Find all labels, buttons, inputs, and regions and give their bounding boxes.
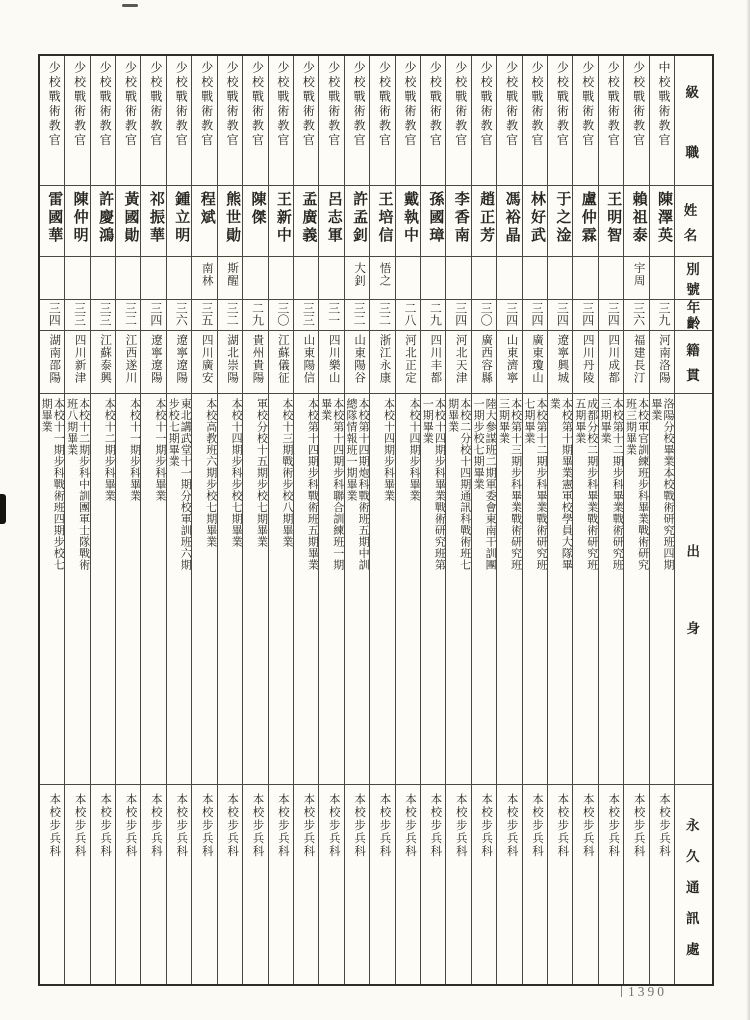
name-cell: 許慶鴻 bbox=[91, 186, 115, 257]
alias-cell bbox=[599, 257, 623, 300]
person-column bbox=[140, 56, 165, 984]
address-cell: 本校步兵科 bbox=[454, 793, 467, 858]
age-cell: 三二 bbox=[370, 300, 394, 331]
scan-speck bbox=[122, 4, 138, 7]
native-place-cell: 遼寧遼陽 bbox=[141, 331, 165, 394]
person-column bbox=[344, 56, 369, 984]
rank-cell: 少校戰術教官 bbox=[319, 56, 343, 186]
origin-cell bbox=[421, 394, 445, 785]
origin-cell bbox=[141, 394, 165, 785]
rank-cell: 少校戰術教官 bbox=[446, 56, 470, 186]
person-column bbox=[471, 56, 496, 984]
address-cell: 本校步兵科 bbox=[480, 793, 493, 858]
origin-text: 本校十一期步科戰術班四期步校七期畢業 bbox=[40, 398, 65, 571]
person-column bbox=[217, 56, 242, 984]
origin-cell bbox=[548, 394, 572, 785]
person-column bbox=[623, 56, 648, 984]
header-origin: 出 身 bbox=[675, 394, 712, 785]
origin-text: 洛陽分校畢業本校戰術研究班四期畢業 bbox=[649, 398, 674, 571]
alias-cell: 悟之 bbox=[370, 257, 394, 300]
origin-cell bbox=[269, 394, 293, 785]
name-cell: 盧仲霖 bbox=[573, 186, 597, 257]
rank-cell: 少校戰術教官 bbox=[40, 56, 64, 186]
name-cell: 戴執中 bbox=[396, 186, 420, 257]
native-place-cell: 遼寧遼陽 bbox=[167, 331, 191, 394]
person-column bbox=[395, 56, 420, 984]
origin-cell bbox=[446, 394, 470, 785]
address-cell: 本校步兵科 bbox=[632, 793, 645, 858]
origin-cell bbox=[370, 394, 394, 785]
origin-cell bbox=[167, 394, 191, 785]
address-cell: 本校步兵科 bbox=[200, 793, 213, 858]
name-cell: 于之淦 bbox=[548, 186, 572, 257]
person-column bbox=[572, 56, 597, 984]
rank-cell: 少校戰術教官 bbox=[573, 56, 597, 186]
rank-cell: 少校戰術教官 bbox=[497, 56, 521, 186]
age-cell: 二九 bbox=[421, 300, 445, 331]
origin-cell bbox=[294, 394, 318, 785]
native-place-cell: 湖北崇陽 bbox=[218, 331, 242, 394]
origin-cell bbox=[599, 394, 623, 785]
person-column bbox=[369, 56, 394, 984]
address-cell: 本校步兵科 bbox=[607, 793, 620, 858]
address-cell: 本校步兵科 bbox=[73, 793, 86, 858]
person-column bbox=[420, 56, 445, 984]
name-cell: 陳澤英 bbox=[650, 186, 674, 257]
address-cell: 本校步兵科 bbox=[429, 793, 442, 858]
age-cell: 三三 bbox=[65, 300, 89, 331]
origin-text: 本校十二期步科畢業 bbox=[103, 398, 116, 502]
alias-cell bbox=[319, 257, 343, 300]
origin-text: 本校軍官訓練班步科畢業戰術研究班三期畢業 bbox=[624, 398, 649, 571]
alias-cell: 斯醒 bbox=[218, 257, 242, 300]
person-column bbox=[598, 56, 623, 984]
name-cell: 林好武 bbox=[523, 186, 547, 257]
age-cell: 三三 bbox=[91, 300, 115, 331]
native-place-cell: 四川廣安 bbox=[192, 331, 216, 394]
origin-cell bbox=[65, 394, 89, 785]
address-cell: 本校步兵科 bbox=[124, 793, 137, 858]
header-address: 永 久 通 訊 處 bbox=[686, 818, 701, 957]
header-alias: 別 號 bbox=[675, 257, 712, 300]
rank-cell: 少校戰術教官 bbox=[294, 56, 318, 186]
age-cell: 三四 bbox=[497, 300, 521, 331]
native-place-cell: 貴州貴陽 bbox=[243, 331, 267, 394]
person-column bbox=[547, 56, 572, 984]
age-cell: 三二 bbox=[116, 300, 140, 331]
header-name: 姓 名 bbox=[675, 186, 712, 257]
alias-cell bbox=[396, 257, 420, 300]
name-cell: 鍾立明 bbox=[167, 186, 191, 257]
age-cell: 三四 bbox=[599, 300, 623, 331]
rank-cell: 少校戰術教官 bbox=[548, 56, 572, 186]
name-cell: 陳仲明 bbox=[65, 186, 89, 257]
native-place-cell: 廣東瓊山 bbox=[523, 331, 547, 394]
person-column bbox=[293, 56, 318, 984]
rank-cell: 少校戰術教官 bbox=[167, 56, 191, 186]
alias-cell bbox=[91, 257, 115, 300]
name-cell: 程斌 bbox=[192, 186, 216, 257]
age-cell: 三六 bbox=[624, 300, 648, 331]
alias-cell bbox=[446, 257, 470, 300]
native-place-cell: 山東陽谷 bbox=[345, 331, 369, 394]
address-cell: 本校步兵科 bbox=[251, 793, 264, 858]
alias-cell bbox=[548, 257, 572, 300]
address-cell: 本校步兵科 bbox=[99, 793, 112, 858]
person-column bbox=[445, 56, 470, 984]
person-column bbox=[496, 56, 521, 984]
alias-cell bbox=[269, 257, 293, 300]
age-cell: 三二 bbox=[218, 300, 242, 331]
age-cell: 三二 bbox=[345, 300, 369, 331]
name-cell: 趙正芳 bbox=[472, 186, 496, 257]
origin-cell bbox=[243, 394, 267, 785]
age-cell: 三六 bbox=[167, 300, 191, 331]
rank-cell: 少校戰術教官 bbox=[370, 56, 394, 186]
native-place-cell: 江蘇儀征 bbox=[269, 331, 293, 394]
address-cell: 本校步兵科 bbox=[378, 793, 391, 858]
alias-cell bbox=[573, 257, 597, 300]
native-place-cell: 福建長汀 bbox=[624, 331, 648, 394]
origin-text: 本校十四期步科步校七期畢業 bbox=[230, 398, 243, 548]
origin-cell bbox=[523, 394, 547, 785]
rank-cell: 少校戰術教官 bbox=[421, 56, 445, 186]
native-place-cell: 四川新津 bbox=[65, 331, 89, 394]
alias-cell bbox=[421, 257, 445, 300]
native-place-cell: 河北正定 bbox=[396, 331, 420, 394]
native-place-cell: 山東濟寧 bbox=[497, 331, 521, 394]
name-cell: 王培信 bbox=[370, 186, 394, 257]
person-column bbox=[90, 56, 115, 984]
name-cell: 王明智 bbox=[599, 186, 623, 257]
alias-cell bbox=[116, 257, 140, 300]
age-cell: 三三 bbox=[294, 300, 318, 331]
address-cell: 本校步兵科 bbox=[556, 793, 569, 858]
person-column bbox=[191, 56, 216, 984]
rank-cell: 少校戰術教官 bbox=[523, 56, 547, 186]
age-cell: 三四 bbox=[40, 300, 64, 331]
origin-text: 本校第十四期步科聯合訓練班一期畢業 bbox=[319, 398, 344, 571]
alias-cell bbox=[650, 257, 674, 300]
person-column bbox=[115, 56, 140, 984]
page-number-tick bbox=[621, 986, 622, 997]
origin-text: 本校第十四期步科戰術班五期畢業 bbox=[306, 398, 319, 571]
roster-table bbox=[38, 54, 714, 986]
person-column bbox=[522, 56, 547, 984]
origin-text: 本校高教班六期步校七期畢業 bbox=[204, 398, 217, 548]
alias-cell bbox=[294, 257, 318, 300]
address-cell: 本校步兵科 bbox=[276, 793, 289, 858]
name-cell: 陳傑 bbox=[243, 186, 267, 257]
address-cell: 本校步兵科 bbox=[403, 793, 416, 858]
name-cell: 王新中 bbox=[269, 186, 293, 257]
address-cell: 本校步兵科 bbox=[48, 793, 61, 858]
native-place-cell: 四川丹陵 bbox=[573, 331, 597, 394]
alias-cell bbox=[497, 257, 521, 300]
person-column bbox=[166, 56, 191, 984]
person-column bbox=[40, 56, 64, 984]
age-cell: 三一 bbox=[319, 300, 343, 331]
origin-text: 陸大參謀班二期軍委會東南干訓團一期步校七期畢業 bbox=[472, 398, 497, 571]
origin-text: 本校十四期步科畢業 bbox=[382, 398, 395, 502]
rank-cell: 少校戰術教官 bbox=[624, 56, 648, 186]
origin-cell bbox=[472, 394, 496, 785]
alias-cell: 大釗 bbox=[345, 257, 369, 300]
origin-cell bbox=[624, 394, 648, 785]
origin-text: 本校十二期步科中訓團軍士隊戰術班八期畢業 bbox=[65, 398, 90, 571]
person-column bbox=[649, 56, 674, 984]
name-cell: 雷國華 bbox=[40, 186, 64, 257]
age-cell: 二九 bbox=[243, 300, 267, 331]
page-number: 1390 bbox=[628, 984, 667, 999]
rank-cell: 少校戰術教官 bbox=[116, 56, 140, 186]
origin-cell bbox=[218, 394, 242, 785]
name-cell: 孫國璋 bbox=[421, 186, 445, 257]
native-place-cell: 河南洛陽 bbox=[650, 331, 674, 394]
native-place-cell: 湖南邵陽 bbox=[40, 331, 64, 394]
origin-cell bbox=[116, 394, 140, 785]
origin-text: 成都分校二期步科畢業戰術研究班五期畢業 bbox=[573, 398, 598, 571]
address-cell: 本校步兵科 bbox=[302, 793, 315, 858]
alias-cell bbox=[40, 257, 64, 300]
address-cell: 本校步兵科 bbox=[505, 793, 518, 858]
origin-text: 軍校分校十五期步校七期畢業 bbox=[255, 398, 268, 548]
name-cell: 祁振華 bbox=[141, 186, 165, 257]
age-cell: 三〇 bbox=[269, 300, 293, 331]
native-place-cell: 四川樂山 bbox=[319, 331, 343, 394]
name-cell: 熊世勛 bbox=[218, 186, 242, 257]
rank-cell: 少校戰術教官 bbox=[192, 56, 216, 186]
address-cell: 本校步兵科 bbox=[226, 793, 239, 858]
rank-cell: 少校戰術教官 bbox=[218, 56, 242, 186]
rank-cell: 少校戰術教官 bbox=[396, 56, 420, 186]
origin-cell bbox=[192, 394, 216, 785]
rank-cell: 少校戰術教官 bbox=[243, 56, 267, 186]
rank-cell: 少校戰術教官 bbox=[472, 56, 496, 186]
native-place-cell: 河北天津 bbox=[446, 331, 470, 394]
scan-edge-shade bbox=[746, 0, 750, 1020]
age-cell: 三五 bbox=[192, 300, 216, 331]
origin-cell bbox=[40, 394, 64, 785]
origin-text: 本校十一期步科畢業 bbox=[153, 398, 166, 502]
rank-cell: 少校戰術教官 bbox=[65, 56, 89, 186]
alias-cell bbox=[167, 257, 191, 300]
age-cell: 三四 bbox=[523, 300, 547, 331]
origin-cell bbox=[497, 394, 521, 785]
address-cell: 本校步兵科 bbox=[175, 793, 188, 858]
origin-cell bbox=[650, 394, 674, 785]
header-column bbox=[674, 56, 712, 984]
age-cell: 三四 bbox=[446, 300, 470, 331]
person-column bbox=[318, 56, 343, 984]
address-cell: 本校步兵科 bbox=[149, 793, 162, 858]
age-cell: 三四 bbox=[141, 300, 165, 331]
rank-cell: 少校戰術教官 bbox=[345, 56, 369, 186]
person-column bbox=[242, 56, 267, 984]
scan-edge-mark bbox=[0, 494, 6, 524]
origin-text: 東北講武堂十一期分校軍訓班六期步校七期畢業 bbox=[167, 398, 192, 571]
rank-cell: 少校戰術教官 bbox=[91, 56, 115, 186]
native-place-cell: 四川丰都 bbox=[421, 331, 445, 394]
age-cell: 二八 bbox=[396, 300, 420, 331]
native-place-cell: 山東陽信 bbox=[294, 331, 318, 394]
rank-cell: 少校戰術教官 bbox=[269, 56, 293, 186]
rank-cell: 少校戰術教官 bbox=[599, 56, 623, 186]
address-cell: 本校步兵科 bbox=[658, 793, 670, 858]
rank-cell: 中校戰術教官 bbox=[650, 56, 674, 186]
origin-text: 本校二分校十四期通訊科戰術班七期畢業 bbox=[446, 398, 471, 571]
address-cell: 本校步兵科 bbox=[327, 793, 340, 858]
origin-cell bbox=[345, 394, 369, 785]
native-place-cell: 江西遂川 bbox=[116, 331, 140, 394]
alias-cell bbox=[141, 257, 165, 300]
alias-cell: 宇周 bbox=[624, 257, 648, 300]
alias-cell bbox=[65, 257, 89, 300]
origin-text: 本校十四期步科畢業 bbox=[407, 398, 420, 502]
name-cell: 孟廣義 bbox=[294, 186, 318, 257]
name-cell: 李香南 bbox=[446, 186, 470, 257]
native-place-cell: 四川成都 bbox=[599, 331, 623, 394]
origin-cell bbox=[396, 394, 420, 785]
age-cell: 三四 bbox=[573, 300, 597, 331]
header-native: 籍 貫 bbox=[675, 331, 712, 394]
origin-text: 本校十一期步科畢業 bbox=[128, 398, 141, 502]
alias-cell bbox=[523, 257, 547, 300]
name-cell: 賴祖泰 bbox=[624, 186, 648, 257]
origin-text: 本校十三期戰術步校八期畢業 bbox=[280, 398, 293, 548]
name-cell: 黃國勛 bbox=[116, 186, 140, 257]
rank-cell: 少校戰術教官 bbox=[141, 56, 165, 186]
alias-cell bbox=[472, 257, 496, 300]
native-place-cell: 廣西容縣 bbox=[472, 331, 496, 394]
name-cell: 馮裕晶 bbox=[497, 186, 521, 257]
header-rank: 級 職 bbox=[675, 56, 712, 186]
native-place-cell: 浙江永康 bbox=[370, 331, 394, 394]
header-age: 年 齡 bbox=[675, 300, 712, 331]
origin-text: 本校第十期畢業憲軍校學員大隊畢業 bbox=[548, 398, 573, 571]
alias-cell: 南林 bbox=[192, 257, 216, 300]
name-cell: 呂志軍 bbox=[319, 186, 343, 257]
origin-cell bbox=[573, 394, 597, 785]
age-cell: 三〇 bbox=[472, 300, 496, 331]
origin-text: 本校十四期步科畢業戰術研究班第一期畢業 bbox=[421, 398, 446, 571]
origin-text: 本校第十四期炮科戰術班五期中訓總隊情報班一期畢業 bbox=[345, 398, 370, 571]
origin-text: 本校第十三期步科畢業戰術研究班三期畢業 bbox=[497, 398, 522, 571]
native-place-cell: 江蘇泰興 bbox=[91, 331, 115, 394]
age-cell: 三四 bbox=[548, 300, 572, 331]
age-cell: 三九 bbox=[650, 300, 674, 331]
origin-text: 本校第十二期步科畢業戰術研究班七期畢業 bbox=[522, 398, 547, 571]
person-column bbox=[268, 56, 293, 984]
address-cell: 本校步兵科 bbox=[581, 793, 594, 858]
native-place-cell: 遼寧興城 bbox=[548, 331, 572, 394]
address-cell: 本校步兵科 bbox=[530, 793, 543, 858]
address-cell: 本校步兵科 bbox=[353, 793, 366, 858]
origin-cell bbox=[319, 394, 343, 785]
origin-cell bbox=[91, 394, 115, 785]
person-column bbox=[64, 56, 89, 984]
name-cell: 許孟釗 bbox=[345, 186, 369, 257]
alias-cell bbox=[243, 257, 267, 300]
origin-text: 本校第十二期步科畢業戰術研究班三期畢業 bbox=[599, 398, 624, 571]
